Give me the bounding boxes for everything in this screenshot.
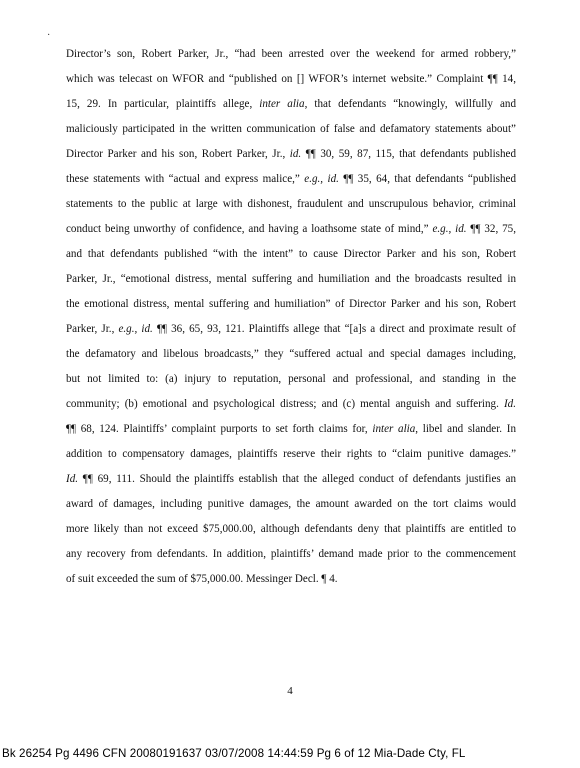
document-body	[66, 42, 516, 592]
text-line: and that defendants published “with the intent” to cause Director Parker and his son, Robert	[66, 248, 516, 260]
text-line: ¶¶ 68, 124. Plaintiffs’ complaint purports to set forth claims for, inter alia, libel and slander. In	[66, 423, 516, 435]
recording-stamp: Bk 26254 Pg 4496 CFN 20080191637 03/07/2008 14:44:59 Pg 6 of 12 Mia-Dade Cty, FL	[2, 747, 466, 760]
text-line: 15, 29. In particular, plaintiffs allege, inter alia, that defendants “knowingly, willfully and	[66, 98, 516, 110]
page-number: 4	[287, 685, 293, 697]
text-line: addition to compensatory damages, plaintiffs reserve their rights to “claim punitive damages.”	[66, 448, 516, 460]
text-line: the defamatory and libelous broadcasts,” they “suffered actual and special damages including,	[66, 348, 516, 360]
text-line: Parker, Jr., “emotional distress, mental suffering and humiliation and the broadcasts resulted in	[66, 273, 516, 285]
text-line: Director’s son, Robert Parker, Jr., “had been arrested over the weekend for armed robbery,”	[66, 48, 516, 60]
text-line: which was telecast on WFOR and “published on [] WFOR’s internet website.” Complaint ¶¶ 14,	[66, 73, 516, 85]
text-line: more likely than not exceed $75,000.00, although defendants deny that plaintiffs are entitled to	[66, 523, 516, 535]
text-line: maliciously participated in the written communication of false and defamatory statements about”	[66, 123, 516, 135]
text-line: Id. ¶¶ 69, 111. Should the plaintiffs establish that the alleged conduct of defendants justifies an	[66, 473, 516, 485]
text-line-last: of suit exceeded the sum of $75,000.00. Messinger Decl. ¶ 4.	[66, 573, 338, 585]
text-line: Director Parker and his son, Robert Parker, Jr., id. ¶¶ 30, 59, 87, 115, that defendants published	[66, 148, 516, 160]
text-line: conduct being unworthy of confidence, and having a loathsome state of mind,” e.g., id. ¶¶ 32, 75,	[66, 223, 517, 235]
text-line: any recovery from defendants. In addition, plaintiffs’ demand made prior to the commencement	[66, 548, 516, 560]
scan-tick-mark: ·	[47, 30, 51, 41]
text-line: these statements with “actual and express malice,” e.g., id. ¶¶ 35, 64, that defendants “published	[66, 173, 516, 185]
text-line: but not limited to: (a) injury to reputation, personal and professional, and standing in the	[66, 373, 516, 385]
text-line: statements to the public at large with dishonest, fraudulent and unscrupulous behavior, criminal	[66, 198, 516, 210]
text-line: award of damages, including punitive damages, the amount awarded on the tort claims would	[66, 498, 516, 510]
text-line: Parker, Jr., e.g., id. ¶¶ 36, 65, 93, 121. Plaintiffs allege that “[a]s a direct and proximate result of	[66, 323, 516, 335]
text-line: community; (b) emotional and psychological distress; and (c) mental anguish and suffering. Id.	[66, 398, 516, 410]
text-line: the emotional distress, mental suffering and humiliation” of Director Parker and his son, Robert	[66, 298, 516, 310]
